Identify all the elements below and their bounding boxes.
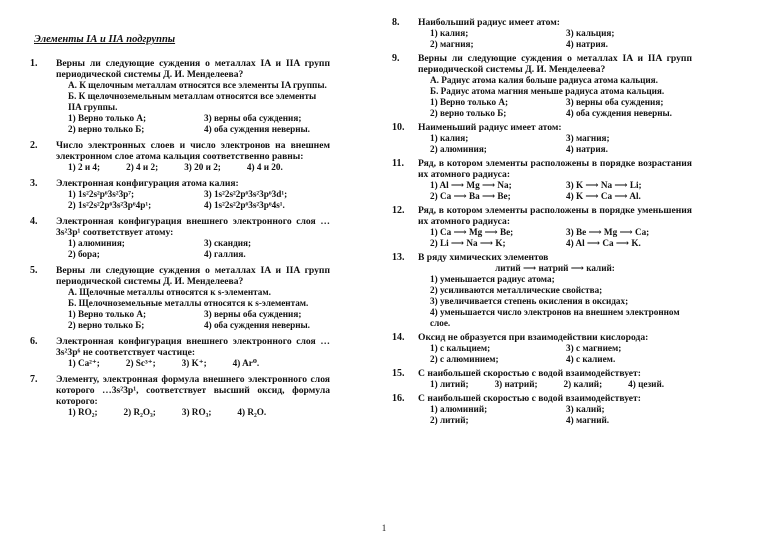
answer-option: 3) калий;: [566, 404, 605, 414]
answer-option: 1) 1s²2s²p⁶3s²3p⁷;: [68, 189, 135, 199]
answer-option: 1) 2 и 4;: [68, 162, 101, 172]
answer-option: 1) Ca ⟶ Mg ⟶ Be;: [430, 227, 514, 237]
answer-option: 2) R₂O₃;: [123, 407, 156, 417]
question-1: [30, 58, 330, 135]
answer-option: 3) Be ⟶ Mg ⟶ Ca;: [566, 227, 650, 237]
question-3: [30, 178, 330, 211]
answer-option: 4) натрия.: [566, 39, 608, 49]
answer-option: 2) калий;: [563, 379, 603, 389]
question-4: [30, 216, 330, 260]
answer-option: 4) 4 и 20.: [246, 162, 283, 172]
answer-options: [56, 309, 330, 331]
question-text: Ряд, в котором элементы расположены в порядке уменьшения их атомного радиуса:: [418, 205, 692, 227]
question-number: 15.: [392, 368, 405, 379]
answer-option: 1) с кальцием;: [430, 343, 491, 353]
answer-option: 4) галлия.: [204, 249, 246, 259]
answer-option: 4) оба суждения неверны.: [204, 124, 310, 134]
question-text: Верны ли следующие суждения о металлах IA и IIA групп периодической системы Д. И. Менделеева?: [418, 53, 692, 75]
question-text: Электронная конфигурация атома калия:: [56, 178, 239, 189]
question-number: 14.: [392, 332, 405, 343]
statement: Б. К щелочноземельным металлам относятся все элементы IIA группы.: [68, 91, 317, 112]
question-text: Верны ли следующие суждения о металлах IA и IIA групп периодической системы Д. И. Менделеева?: [56, 58, 330, 80]
answer-option: 2) Li ⟶ Na ⟶ K;: [430, 238, 506, 248]
statement: Б. Щелочноземельные металлы относятся к s-элементам.: [68, 298, 309, 308]
question-text: Элементу, электронная формула внешнего электронного слоя которого …3s²3p¹, соответствует высший оксид, формула которого:: [56, 374, 330, 407]
answer-option: 1) Верно только А;: [430, 97, 509, 107]
answer-option: 2) магния;: [430, 39, 474, 49]
answer-options: [56, 162, 330, 173]
answer-options: [56, 358, 330, 369]
question-text: Верны ли следующие суждения о металлах IA и IIA групп периодической системы Д. И. Менделеева?: [56, 265, 330, 287]
question-text: Оксид не образуется при взаимодействии кислорода:: [418, 332, 649, 343]
answer-options: [56, 113, 330, 135]
answer-options: [418, 28, 692, 50]
question-number: 6.: [30, 336, 38, 347]
answer-option: 4) 1s²2s²2p⁶3s²3p⁶4s¹.: [204, 200, 285, 210]
answer-option: 1) литий;: [430, 379, 469, 389]
question-number: 3.: [30, 178, 38, 189]
answer-option: 3) кальция;: [566, 28, 615, 38]
answer-option: 2) верно только Б;: [68, 320, 145, 330]
answer-options: [56, 407, 330, 418]
answer-option: 3) верны оба суждения;: [204, 113, 302, 123]
question-number: 9.: [392, 53, 400, 64]
question-number: 5.: [30, 265, 38, 276]
answer-option: 4) с калием.: [566, 354, 616, 364]
answer-option: 3) K⁺;: [181, 358, 207, 368]
question-number: 2.: [30, 140, 38, 151]
question-9: [392, 53, 692, 119]
question-text: Число электронных слоев и число электронов на внешнем электронном слое атома кальция соответственно равны:: [56, 140, 330, 162]
answer-option: 2) литий;: [430, 415, 469, 425]
answer-option: 2) с алюминием;: [430, 354, 499, 364]
question-number: 11.: [392, 158, 404, 169]
answer-option: 1) алюминия;: [68, 238, 125, 248]
answer-options: [418, 343, 692, 365]
question-number: 8.: [392, 17, 400, 28]
answer-option: 3) 1s²2s²2p⁶3s²3p⁶3d¹;: [204, 189, 288, 199]
question-text: Электронная конфигурация внешнего электронного слоя …3s²3p⁶ не соответствует частице:: [56, 336, 330, 358]
statement: 3) увеличивается степень окисления в оксидах;: [430, 296, 629, 306]
answer-options: [418, 404, 692, 426]
answer-option: 4) цезий.: [628, 379, 665, 389]
statement: 1) уменьшается радиус атома;: [430, 274, 555, 284]
answer-option: 3) натрий;: [494, 379, 538, 389]
answer-option: 2) верно только Б;: [430, 108, 507, 118]
answer-option: 1) алюминий;: [430, 404, 488, 414]
answer-options: [418, 227, 692, 249]
answer-option: 1) Ca²⁺;: [68, 358, 100, 368]
answer-options: [56, 238, 330, 260]
question-13: [392, 252, 692, 329]
question-16: [392, 393, 692, 426]
question-text: Ряд, в котором элементы расположены в порядке возрастания их атомного радиуса:: [418, 158, 692, 180]
question-number: 1.: [30, 58, 38, 69]
answer-option: 3) 20 и 2;: [184, 162, 221, 172]
question-12: [392, 205, 692, 249]
answer-option: 4) K ⟶ Ca ⟶ Al.: [566, 191, 641, 201]
question-number: 16.: [392, 393, 405, 404]
question-number: 13.: [392, 252, 405, 263]
question-number: 4.: [30, 216, 38, 227]
right-column: [392, 17, 692, 429]
question-number: 12.: [392, 205, 405, 216]
question-11: [392, 158, 692, 202]
question-text: Наименьший радиус имеет атом:: [418, 122, 562, 133]
answer-option: 2) верно только Б;: [68, 124, 145, 134]
answer-option: 1) калия;: [430, 133, 469, 143]
answer-option: 2) Ca ⟶ Ba ⟶ Be;: [430, 191, 511, 201]
answer-option: 4) магний.: [566, 415, 610, 425]
element-sequence: литий ⟶ натрий ⟶ калий:: [495, 263, 615, 273]
answer-option: 3) RO₃;: [181, 407, 212, 417]
question-text: Наибольший радиус имеет атом:: [418, 17, 560, 28]
answer-option: 4) оба суждения неверны.: [204, 320, 310, 330]
answer-option: 2) 4 и 2;: [126, 162, 159, 172]
question-number: 7.: [30, 374, 38, 385]
question-number: 10.: [392, 122, 405, 133]
question-2: [30, 140, 330, 173]
answer-option: 3) скандия;: [204, 238, 252, 248]
question-text: С наибольшей скоростью с водой взаимодействует:: [418, 368, 641, 379]
answer-option: 2) Sc³⁺;: [125, 358, 156, 368]
page-number: 1: [381, 523, 387, 533]
answer-options: [418, 180, 692, 202]
question-6: [30, 336, 330, 369]
section-title: Элементы IА и IIА подгруппы: [34, 34, 176, 45]
question-5: [30, 265, 330, 331]
statement: А. К щелочным металлам относятся все элементы IA группы.: [68, 80, 327, 90]
question-8: [392, 17, 692, 50]
question-14: [392, 332, 692, 365]
question-10: [392, 122, 692, 155]
answer-options: [418, 379, 692, 390]
question-15: [392, 368, 692, 390]
answer-options: [418, 133, 692, 155]
answer-option: 4) Ar⁰.: [232, 358, 260, 368]
answer-option: 4) Al ⟶ Ca ⟶ K.: [566, 238, 641, 248]
answer-option: 3) K ⟶ Na ⟶ Li;: [566, 180, 642, 190]
answer-option: 2) алюминия;: [430, 144, 487, 154]
statement: Б. Радиус атома магния меньше радиуса атома кальция.: [430, 86, 665, 96]
answer-option: 3) верны оба суждения;: [566, 97, 664, 107]
answer-option: 2) бора;: [68, 249, 100, 259]
left-column: [30, 58, 330, 423]
answer-option: 3) магния;: [566, 133, 610, 143]
statement: А. Щелочные металлы относятся к s-элементам.: [68, 287, 271, 297]
statement: 4) уменьшается число электронов на внешнем электронном слое.: [430, 307, 680, 328]
answer-options: [56, 189, 330, 211]
answer-option: 1) Al ⟶ Mg ⟶ Na;: [430, 180, 512, 190]
answer-option: 4) оба суждения неверны.: [566, 108, 672, 118]
statement: 2) усиливаются металлические свойства;: [430, 285, 603, 295]
answer-option: 1) калия;: [430, 28, 469, 38]
answer-option: 1) Верно только А;: [68, 113, 147, 123]
question-text: В ряду химических элементов: [418, 252, 549, 263]
answer-options: [418, 97, 692, 119]
answer-option: 4) натрия.: [566, 144, 608, 154]
answer-option: 3) с магнием;: [566, 343, 622, 353]
answer-option: 3) верны оба суждения;: [204, 309, 302, 319]
question-text: Электронная конфигурация внешнего электронного слоя …3s²3p¹ соответствует атому:: [56, 216, 330, 238]
answer-option: 2) 1s²2s²2p⁶3s²3p⁶4p¹;: [68, 200, 152, 210]
answer-option: 1) Верно только А;: [68, 309, 147, 319]
question-text: С наибольшей скоростью с водой взаимодействует:: [418, 393, 641, 404]
question-7: [30, 374, 330, 418]
statement: А. Радиус атома калия больше радиуса атома кальция.: [430, 75, 658, 85]
answer-option: 1) RO₂;: [68, 407, 98, 417]
answer-option: 4) R₂O.: [237, 407, 267, 417]
